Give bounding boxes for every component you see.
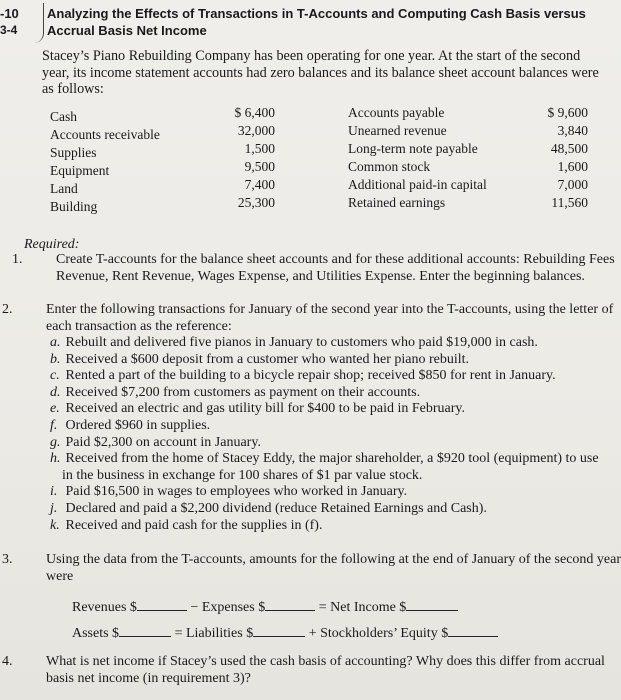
account-amount: $ 9,600 [547,105,588,120]
account-amount: $ 6,400 [234,105,275,120]
transaction-letter: k. [50,517,60,533]
account-amount: 1,600 [557,159,588,174]
transaction-letter: e. [50,401,60,417]
list-item [50,418,610,435]
transaction-letter: g. [50,434,61,450]
requirement-1 [12,252,621,285]
transaction-letter: d. [50,384,61,400]
balance-table-left-amounts [200,104,275,212]
answer-blank[interactable] [265,598,315,611]
balance-table-left-accounts [50,108,160,216]
equation-term: Revenues $ [72,600,137,615]
requirement-3 [2,552,621,585]
problem-number: -10 [0,6,19,21]
account-name: Building [50,199,98,214]
account-amount: 25,300 [237,195,275,210]
answer-blank[interactable] [119,624,171,637]
equation-term: = Liabilities $ [174,626,254,641]
list-item [50,385,610,402]
transaction-letter: h. [50,451,61,467]
list-item [50,501,610,518]
transaction-text: Received $7,200 from customers as payment on their accounts. [65,384,421,400]
requirement-number: 4. [2,654,13,669]
account-amount: 9,500 [244,159,275,174]
requirement-number: 3. [2,552,13,567]
list-item [50,518,610,535]
account-amount: 11,560 [551,195,588,210]
account-name: Cash [50,109,77,124]
equation-term: Assets $ [72,626,120,641]
answer-blank[interactable] [253,624,305,637]
requirement-text: Using the data from the T-accounts, amounts for the following at the end of January of the second year were [46,552,621,584]
transaction-text: Received a $600 deposit from a customer who wanted her piano rebuilt. [65,351,470,367]
account-amount: 7,400 [244,177,275,192]
account-name: Additional paid-in capital [348,177,487,192]
account-name: Accounts receivable [50,127,160,142]
list-item [50,451,610,484]
requirement-text: What is net income if Stacey’s used the cash basis of accounting? Why does this differ from accrual basis net income (in requirement 3)? [46,654,605,686]
account-name: Equipment [50,163,110,178]
account-amount: 48,500 [550,141,588,156]
transaction-text: Received from the home of Stacey Eddy, the major shareholder, a $920 tool (equipment) to use in the business in exchange for 100 shares of $1 par value stock. [62,451,599,483]
transaction-letter: f. [50,417,58,433]
list-item [50,435,610,452]
answer-blank[interactable] [406,598,458,611]
account-name: Unearned revenue [348,123,447,138]
transaction-text: Received an electric and gas utility bill for $400 to be paid in February. [65,401,466,417]
list-item [50,335,610,352]
answer-blank[interactable] [137,598,187,611]
transaction-text: Rebuilt and delivered five pianos in January to customers who paid $19,000 in cash. [65,335,538,350]
balance-table-right-accounts [348,104,487,212]
requirement-2 [2,302,621,335]
list-item [50,484,610,501]
account-amount: 7,000 [557,177,588,192]
account-name: Land [50,181,78,196]
intro-paragraph: Stacey’s Piano Rebuilding Company has been operating for one year. At the start of the second year, its income statement accounts had zero balances and its balance sheet account balances were as follows: [42,48,599,97]
equation-term: = Net Income $ [318,600,407,615]
balance-equation [72,624,498,643]
balance-table-right-amounts [510,104,588,212]
transaction-text: Paid $16,500 in wages to employees who worked in January. [65,484,408,500]
transaction-letter: j. [50,500,58,516]
account-amount: 3,840 [557,123,588,138]
transaction-text: Declared and paid a $2,200 dividend (reduce Retained Earnings and Cash). [65,500,487,516]
account-amount: 1,500 [244,141,275,156]
transaction-letter: a. [50,335,61,350]
account-name: Accounts payable [348,105,445,120]
transaction-letter: i. [50,484,58,500]
transaction-list [50,335,610,534]
income-equation [72,598,458,617]
requirement-number: 2. [2,302,13,317]
learning-objective: 3-4 [0,23,18,37]
account-name: Common stock [348,159,431,174]
equation-term: − Expenses $ [190,600,266,615]
transaction-text: Received and paid cash for the supplies in (f). [65,517,323,533]
requirement-text: Create T-accounts for the balance sheet accounts and for these additional accounts: Rebuilding Fees Revenue, Rent Revenue, Wages Expense, and Utilities Expense. Enter the beginning balances. [56,252,615,284]
header-divider [33,3,44,43]
transaction-letter: c. [50,368,60,384]
requirement-4 [2,654,621,687]
account-name: Retained earnings [348,195,446,210]
transaction-text: Paid $2,300 on account in January. [65,434,261,450]
answer-blank[interactable] [448,624,498,637]
list-item [50,368,610,385]
equation-term: + Stockholders’ Equity $ [308,626,449,641]
account-name: Long-term note payable [348,141,478,156]
list-item [50,352,610,369]
list-item [50,401,610,418]
problem-title: Analyzing the Effects of Transactions in T-Accounts and Computing Cash Basis versus Accrual Basis Net Income [47,6,586,38]
account-amount: 32,000 [237,123,275,138]
transaction-letter: b. [50,351,61,367]
transaction-text: Rented a part of the building to a bicycle repair shop; received $850 for rent in January. [65,368,556,384]
transaction-text: Ordered $960 in supplies. [65,417,211,433]
requirement-text: Enter the following transactions for January of the second year into the T-accounts, using the letter of each transaction as the reference: [46,302,614,334]
required-heading: Required: [24,237,80,252]
account-name: Supplies [50,145,97,160]
requirement-number: 1. [12,252,23,267]
